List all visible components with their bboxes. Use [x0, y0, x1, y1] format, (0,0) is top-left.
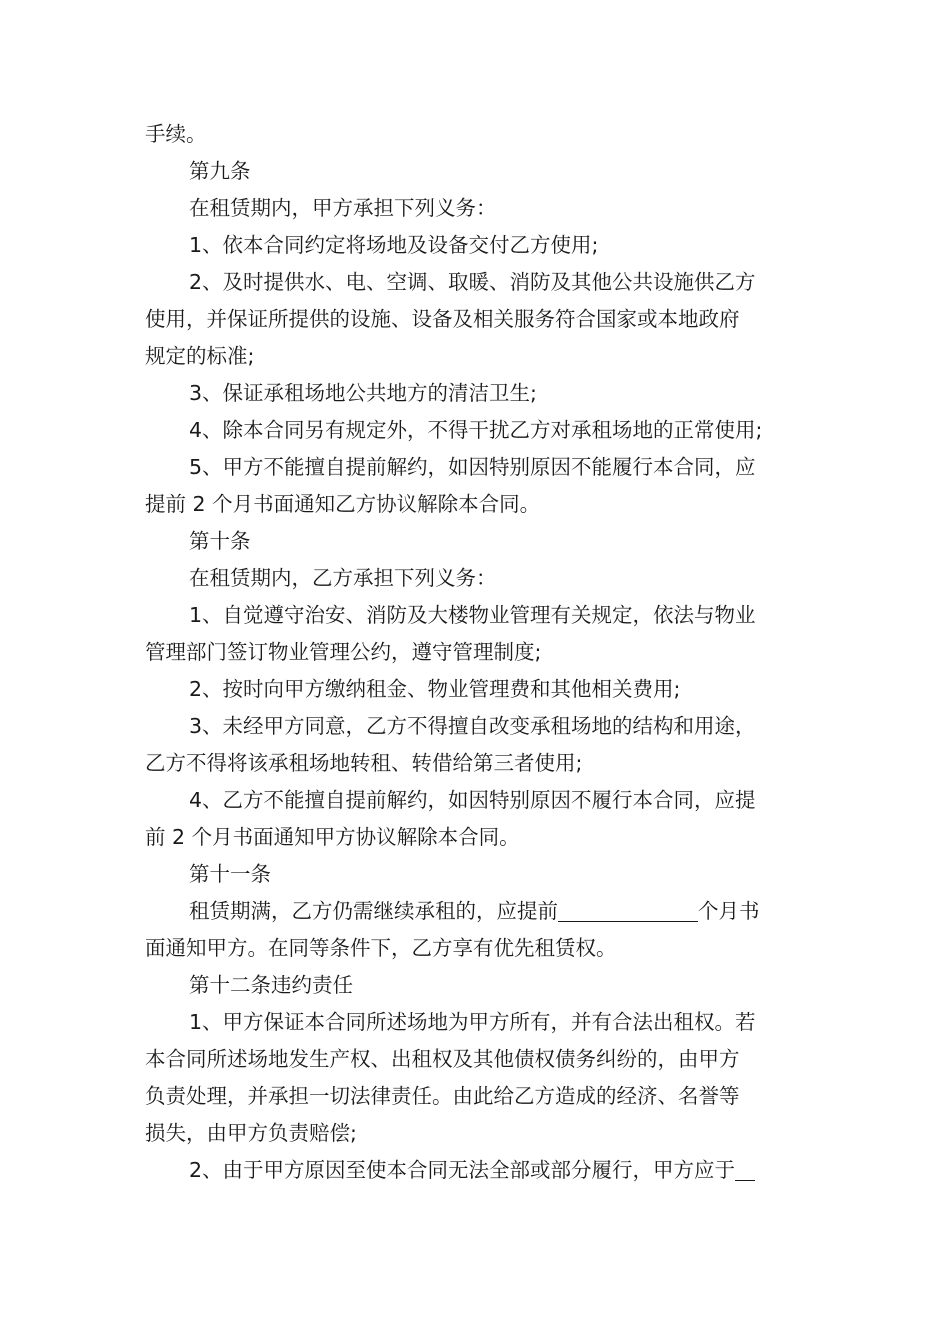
text-line: 提前 2 个月书面通知乙方协议解除本合同。	[145, 492, 541, 516]
text-line: 前 2 个月书面通知甲方协议解除本合同。	[145, 825, 520, 849]
text-line: 2、按时向甲方缴纳租金、物业管理费和其他相关费用;	[189, 677, 681, 701]
fill-in-blank[interactable]	[735, 1158, 755, 1181]
text-line: 使用，并保证所提供的设施、设备及相关服务符合国家或本地政府	[145, 307, 740, 331]
text-line: 5、甲方不能擅自提前解约，如因特别原因不能履行本合同，应	[189, 455, 756, 479]
text-line: 乙方不得将该承租场地转租、转借给第三者使用;	[145, 751, 583, 775]
text-line: 在租赁期内，乙方承担下列义务：	[189, 566, 497, 590]
text-line: 面通知甲方。在同等条件下，乙方享有优先租赁权。	[145, 936, 617, 960]
text-line: 损失，由甲方负责赔偿;	[145, 1121, 357, 1145]
text-line-with-blank	[145, 1152, 807, 1189]
text-segment: 个月书	[698, 899, 760, 923]
text-line: 1、甲方保证本合同所述场地为甲方所有，并有合法出租权。若	[189, 1010, 756, 1034]
article-heading: 第九条	[189, 159, 251, 183]
text-segment: 2、由于甲方原因至使本合同无法全部或部分履行，甲方应于	[189, 1158, 736, 1182]
document-page	[145, 116, 807, 1189]
text-line: 本合同所述场地发生产权、出租权及其他债权债务纠纷的，由甲方	[145, 1047, 740, 1071]
text-line: 2、及时提供水、电、空调、取暖、消防及其他公共设施供乙方	[189, 270, 756, 294]
text-line: 管理部门签订物业管理公约，遵守管理制度;	[145, 640, 542, 664]
text-line: 规定的标准;	[145, 344, 255, 368]
text-line: 1、依本合同约定将场地及设备交付乙方使用;	[189, 233, 599, 257]
text-line: 3、未经甲方同意，乙方不得擅自改变承租场地的结构和用途，	[189, 714, 756, 738]
text-line: 4、除本合同另有规定外，不得干扰乙方对承租场地的正常使用;	[189, 418, 763, 442]
text-line-with-blank	[145, 893, 807, 930]
text-line: 1、自觉遵守治安、消防及大楼物业管理有关规定，依法与物业	[189, 603, 756, 627]
text-line: 手续。	[145, 122, 207, 146]
text-line: 3、保证承租场地公共地方的清洁卫生;	[189, 381, 537, 405]
text-line: 在租赁期内，甲方承担下列义务：	[189, 196, 497, 220]
text-line: 负责处理，并承担一切法律责任。由此给乙方造成的经济、名誉等	[145, 1084, 740, 1108]
article-heading: 第十条	[189, 529, 251, 553]
article-heading: 第十二条违约责任	[189, 973, 353, 997]
fill-in-blank[interactable]	[558, 899, 698, 922]
article-heading: 第十一条	[189, 862, 271, 886]
text-segment: 租赁期满，乙方仍需继续承租的，应提前	[189, 899, 558, 923]
text-line: 4、乙方不能擅自提前解约，如因特别原因不履行本合同，应提	[189, 788, 756, 812]
